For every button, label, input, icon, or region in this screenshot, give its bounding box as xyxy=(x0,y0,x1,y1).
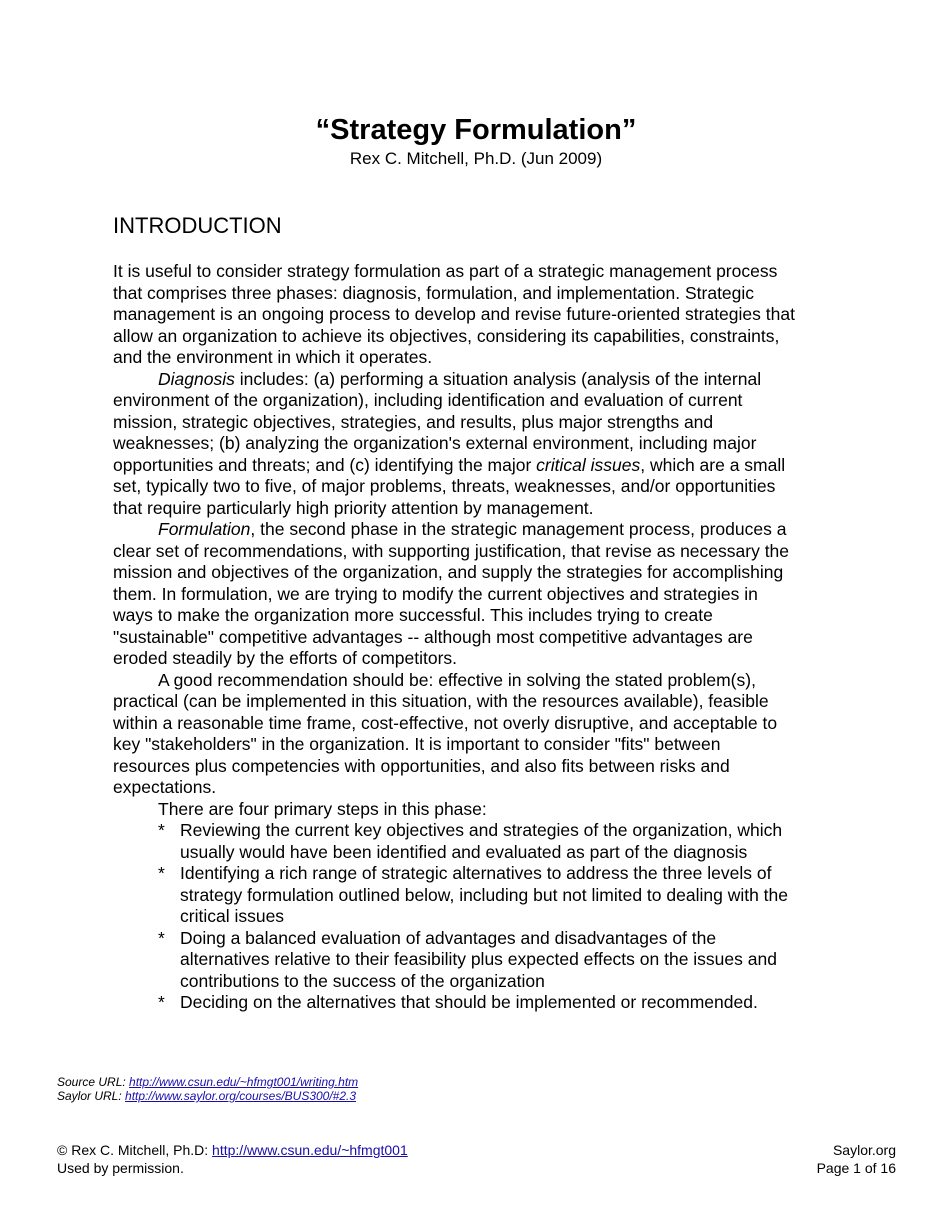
text-line: allow an organization to achieve its objectives, considering its capabilities, constraints, xyxy=(113,325,780,346)
text-line: them. In formulation, we are trying to modify the current objectives and strategies in xyxy=(113,583,758,604)
steps-intro: There are four primary steps in this phase: xyxy=(158,798,487,819)
text-line: Identifying a rich range of strategic alternatives to address the three levels of xyxy=(180,863,772,883)
permission-note: Used by permission. xyxy=(57,1160,184,1176)
document-byline: Rex C. Mitchell, Ph.D. (Jun 2009) xyxy=(349,149,603,168)
text-line: A good recommendation should be: effective in solving the stated problem(s), xyxy=(158,669,756,690)
paragraph-formulation xyxy=(113,519,853,670)
saylor-url-line xyxy=(57,1089,358,1103)
text-line: clear set of recommendations, with supporting justification, that revise as necessary the xyxy=(113,540,790,561)
italic-term-formulation: Formulation xyxy=(158,519,251,539)
bullet-marker: * xyxy=(158,927,165,948)
text-line: key "stakeholders" in the organization. It is important to consider "fits" between xyxy=(113,734,721,754)
source-urls xyxy=(57,1075,358,1103)
text-line: critical issues xyxy=(180,906,285,926)
text-line: expectations. xyxy=(113,777,217,797)
text-line: within a reasonable time frame, cost-effective, not overly disruptive, and acceptable to xyxy=(113,712,778,733)
body-text xyxy=(113,261,853,1014)
text-line: Deciding on the alternatives that should be implemented or recommended. xyxy=(180,992,758,1012)
text-line: resources plus competencies with opportunities, and also fits between risks and xyxy=(113,755,730,776)
list-item xyxy=(113,820,853,863)
footer-left xyxy=(57,1141,408,1177)
text-fragment: , the second phase in the strategic management process, produces a xyxy=(250,519,787,539)
bullet-marker: * xyxy=(158,863,165,883)
text-line: Doing a balanced evaluation of advantages and disadvantages of the xyxy=(180,927,717,948)
author-site-link[interactable]: http://www.csun.edu/~hfmgt001 xyxy=(212,1142,408,1158)
text-line: It is useful to consider strategy formulation as part of a strategic management process xyxy=(113,261,778,281)
source-url-link[interactable]: http://www.csun.edu/~hfmgt001/writing.htm xyxy=(129,1075,359,1089)
text-line: usually would have been identified and evaluated as part of the diagnosis xyxy=(180,841,748,862)
text-line xyxy=(113,455,853,477)
copyright-text: © Rex C. Mitchell, Ph.D: xyxy=(57,1142,213,1158)
list-item xyxy=(113,863,853,928)
text-line: Reviewing the current key objectives and strategies of the organization, which xyxy=(180,820,783,840)
text-line: weaknesses; (b) analyzing the organization's external environment, including major xyxy=(113,433,757,453)
italic-term-critical-issues: critical issues xyxy=(536,454,641,475)
source-url-line xyxy=(57,1075,358,1089)
text-line: and the environment in which it operates. xyxy=(113,347,433,367)
text-line: eroded steadily by the efforts of competitors. xyxy=(113,648,458,668)
text-fragment: includes: (a) performing a situation analysis (analysis of the internal xyxy=(234,368,762,389)
text-line: environment of the organization), including identification and evaluation of current xyxy=(113,390,743,410)
document-title: “Strategy Formulation” xyxy=(315,114,637,146)
page-number: Page 1 of 16 xyxy=(816,1160,896,1176)
text-line: "sustainable" competitive advantages -- although most competitive advantages are xyxy=(113,626,753,647)
text-line: set, typically two to five, of major problems, threats, weaknesses, and/or opportunities xyxy=(113,476,776,496)
text-line: strategy formulation outlined below, including but not limited to dealing with the xyxy=(180,884,789,905)
text-line: mission, strategic objectives, strategies, and results, plus major strengths and xyxy=(113,411,714,432)
saylor-url-link[interactable]: http://www.saylor.org/courses/BUS300/#2.3 xyxy=(125,1089,357,1103)
list-item xyxy=(113,928,853,993)
text-line: that comprises three phases: diagnosis, formulation, and implementation. Strategic xyxy=(113,282,755,303)
footer-right xyxy=(817,1141,896,1177)
copyright-line xyxy=(57,1141,408,1159)
saylor-url-label: Saylor URL: xyxy=(57,1089,126,1103)
paragraph-intro xyxy=(113,261,853,369)
bullet-marker: * xyxy=(158,992,165,1012)
text-fragment: , which are a small xyxy=(640,454,786,475)
text-line: alternatives relative to their feasibility plus expected effects on the issues and xyxy=(180,949,777,969)
text-line xyxy=(113,519,853,541)
text-line: mission and objectives of the organization, and supply the strategies for accomplishing xyxy=(113,562,784,582)
text-fragment: opportunities and threats; and (c) identifying the major xyxy=(113,454,537,475)
text-line: management is an ongoing process to develop and revise future-oriented strategies that xyxy=(113,304,795,324)
text-line: practical (can be implemented in this situation, with the resources available), feasible xyxy=(113,691,769,711)
section-heading: INTRODUCTION xyxy=(113,213,282,238)
source-url-label: Source URL: xyxy=(57,1075,130,1089)
bullet-marker: * xyxy=(158,820,165,840)
text-line: contributions to the success of the organization xyxy=(180,970,545,991)
italic-term-diagnosis: Diagnosis xyxy=(158,368,235,389)
text-line xyxy=(113,369,853,391)
paragraph-diagnosis xyxy=(113,369,853,520)
list-item xyxy=(113,992,853,1014)
text-line: that require particularly high priority attention by management. xyxy=(113,497,594,518)
paragraph-recommendation xyxy=(113,670,853,799)
text-line: ways to make the organization more successful. This includes trying to create xyxy=(113,605,713,625)
site-name: Saylor.org xyxy=(832,1142,896,1158)
